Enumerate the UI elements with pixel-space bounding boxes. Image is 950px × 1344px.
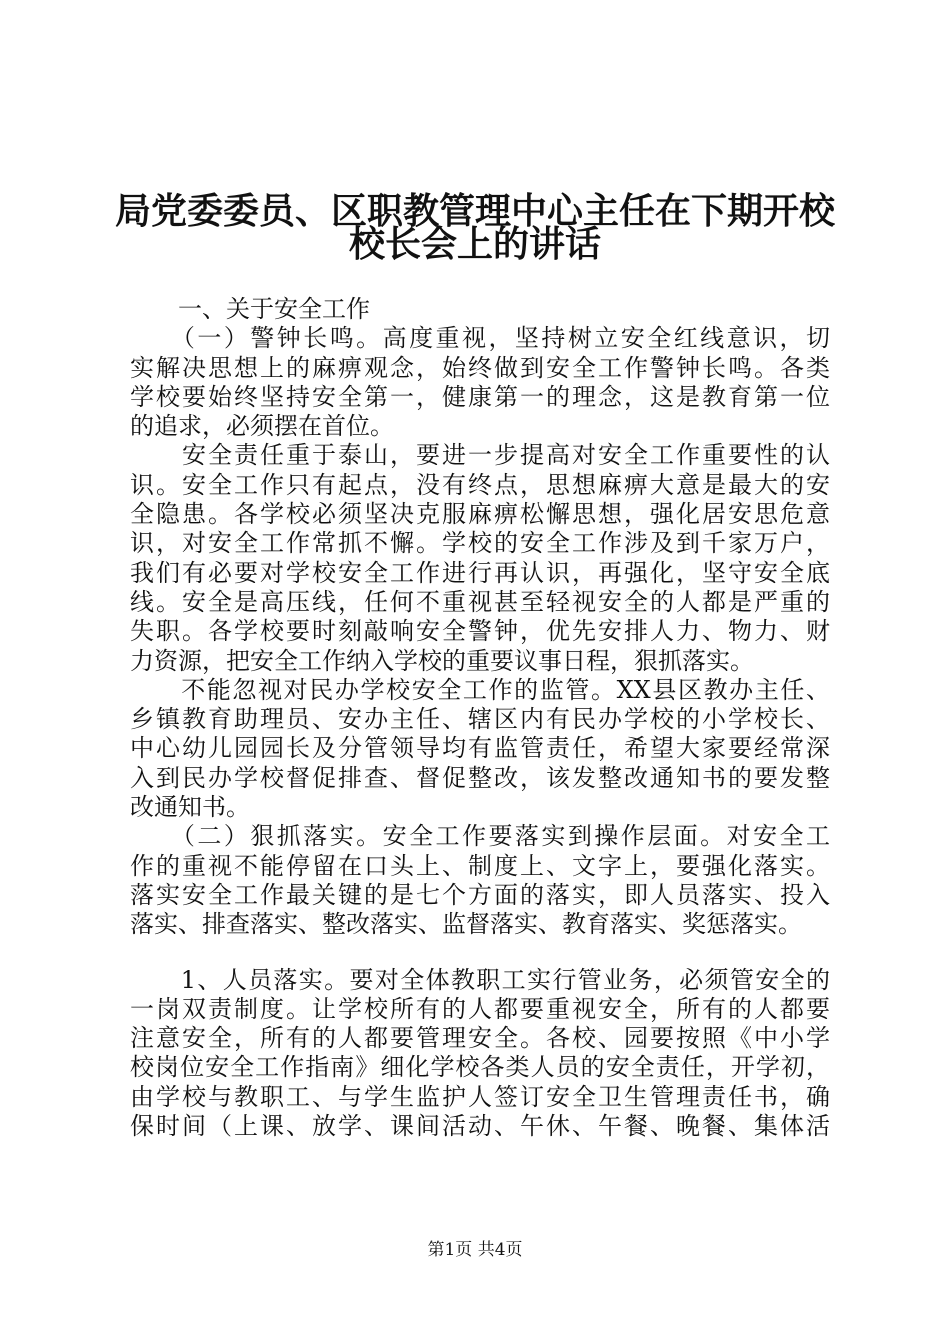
- paragraph: [130, 822, 830, 939]
- page-footer: 第1页 共4页: [427, 1240, 523, 1260]
- text-line: （二）狠抓落实。安全工作要落实到操作层面。对安全工: [130, 822, 830, 851]
- text-line: 的追求，必须摆在首位。: [130, 412, 394, 441]
- paragraph: [130, 676, 830, 822]
- document-title-line-1: 局党委委员、区职教管理中心主任在下期开校: [114, 190, 835, 232]
- text-line: 学校要始终坚持安全第一，健康第一的理念，这是教育第一位: [130, 382, 830, 411]
- text-line: 1、人员落实。要对全体教职工实行管业务，必须管安全的: [130, 965, 830, 994]
- document-body: [130, 295, 830, 1141]
- text-line: 识，对安全工作常抓不懈。学校的安全工作涉及到千家万户，: [130, 529, 830, 558]
- paragraph: [130, 966, 830, 1142]
- paragraph: [130, 441, 830, 675]
- text-line: 失职。各学校要时刻敲响安全警钟，优先安排人力、物力、财: [130, 617, 830, 646]
- text-line: 一、关于安全工作: [130, 295, 370, 323]
- text-line: 改通知书。: [130, 793, 250, 822]
- text-line: 校岗位安全工作指南》细化学校各类人员的安全责任，开学初，: [130, 1053, 830, 1082]
- text-line: 由学校与教职工、与学生监护人签订安全卫生管理责任书，确: [130, 1082, 830, 1111]
- text-line: （一）警钟长鸣。高度重视，坚持树立安全红线意识，切: [130, 324, 830, 353]
- paragraph: [130, 324, 830, 441]
- text-line: 我们有必要对学校安全工作进行再认识，再强化，坚守安全底: [130, 558, 830, 587]
- text-line: 力资源，把安全工作纳入学校的重要议事日程，狠抓落实。: [130, 646, 754, 675]
- text-line: 实解决思想上的麻痹观念，始终做到安全工作警钟长鸣。各类: [130, 353, 830, 382]
- text-line: 保时间（上课、放学、课间活动、午休、午餐、晚餐、集体活: [130, 1112, 830, 1141]
- text-line: 一岗双责制度。让学校所有的人都要重视安全，所有的人都要: [130, 994, 830, 1023]
- text-line: 乡镇教育助理员、安办主任、辖区内有民办学校的小学校长、: [130, 705, 830, 734]
- text-line: 安全责任重于泰山，要进一步提高对安全工作重要性的认: [130, 441, 830, 470]
- text-line: 全隐患。各学校必须坚决克服麻痹松懈思想，强化居安思危意: [130, 500, 830, 529]
- text-line: 落实、排查落实、整改落实、监督落实、教育落实、奖惩落实。: [130, 910, 802, 939]
- text-line: 识。安全工作只有起点，没有终点，思想麻痹大意是最大的安: [130, 470, 830, 499]
- paragraph: [130, 295, 830, 324]
- document-title-line-2: 校长会上的讲话: [348, 223, 601, 265]
- text-line: 线。安全是高压线，任何不重视甚至轻视安全的人都是严重的: [130, 587, 830, 616]
- text-line: 落实安全工作最关键的是七个方面的落实，即人员落实、投入: [130, 880, 830, 909]
- paragraph-gap: [130, 940, 830, 966]
- text-line: 作的重视不能停留在口头上、制度上、文字上，要强化落实。: [130, 851, 830, 880]
- text-line: 入到民办学校督促排查、督促整改，该发整改通知书的要发整: [130, 763, 830, 792]
- text-line: 注意安全，所有的人都要管理安全。各校、园要按照《中小学: [130, 1024, 830, 1053]
- text-line: 中心幼儿园园长及分管领导均有监管责任，希望大家要经常深: [130, 734, 830, 763]
- text-line: 不能忽视对民办学校安全工作的监管。XX县区教办主任、: [130, 675, 830, 704]
